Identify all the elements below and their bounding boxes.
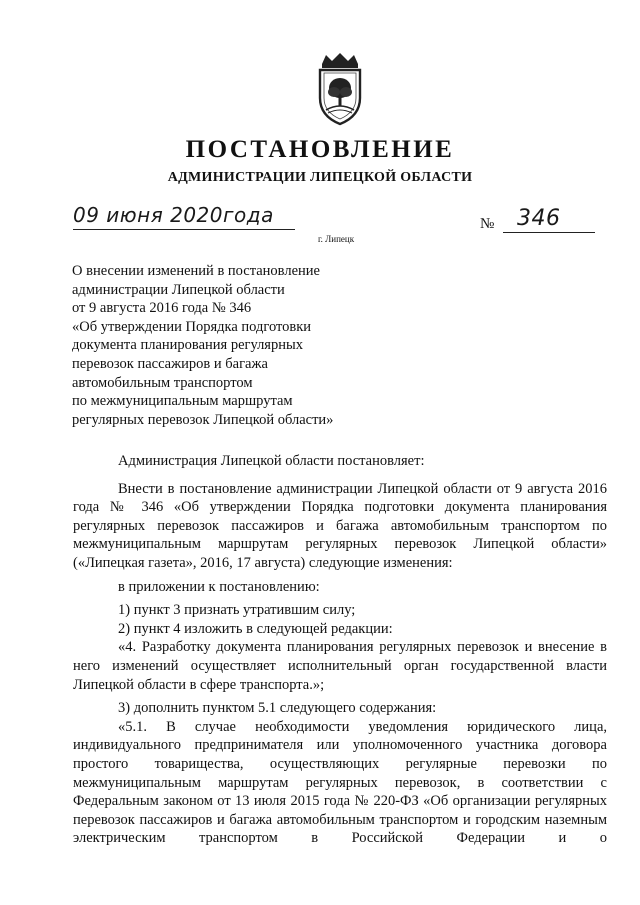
number-sign: № — [480, 216, 495, 232]
document-subtitle: АДМИНИСТРАЦИИ ЛИПЕЦКОЙ ОБЛАСТИ — [167, 170, 473, 185]
paragraph: 1) пункт 3 признать утратившим силу; — [118, 602, 356, 619]
subject-line: по межмуниципальным маршрутам — [72, 393, 293, 410]
subject-line: документа планирования регулярных — [72, 337, 303, 354]
intro-paragraph: Администрация Липецкой области постановляет: — [118, 453, 425, 469]
date-field — [73, 203, 295, 230]
paragraph: 3) дополнить пунктом 5.1 следующего содержания: — [118, 700, 437, 717]
subject-line: администрации Липецкой области — [72, 281, 285, 298]
subject-block — [72, 262, 372, 429]
paragraph: Внести в постановление администрации Липецкой области от 9 августа 2016 года № 346 «Об утверждении Порядка подготовки документа планирования регулярных перевозок пассажиров и багажа автомобильным транспортом по межмуниципальным маршрутам регулярных перевозок Липецкой области» («Липецкая газета», 2016, 17 августа) следующие изменения: — [73, 480, 607, 571]
subject-line: «Об утверждении Порядка подготовки — [72, 318, 312, 335]
subject-line: регулярных перевозок Липецкой области» — [72, 411, 334, 428]
document-title: ПОСТАНОВЛЕНИЕ — [185, 136, 455, 163]
subject-line: автомобильным транспортом — [72, 374, 253, 391]
subject-line: от 9 августа 2016 года № 346 — [72, 300, 252, 317]
handwritten-number: 346 — [517, 206, 561, 231]
subject-line: О внесении изменений в постановление — [72, 263, 320, 279]
lipetsk-coat-of-arms-icon — [312, 52, 368, 126]
place-label: г. Липецк — [318, 234, 355, 244]
document-body — [73, 452, 607, 848]
paragraph: «4. Разработку документа планирования регулярных перевозок и внесение в него изменений осуществляет исполнительный орган государственной власти Липецкой области в сфере транспорта.»; — [73, 639, 607, 693]
paragraph: «5.1. В случае необходимости уведомления юридического лица, индивидуального предпринимателя или уполномоченного участника договора простого товарищества, осуществляющих регулярные перевозки по межмуниципальным маршрутам регулярных перевозок, в соответствии с Федеральным законом от 13 июля 2015 года № 220-ФЗ «Об организации регулярных перевозок пассажиров и багажа автомобильным транспортом и городским наземным электрическим транспортом в Российской Федерации и о — [73, 718, 607, 847]
handwritten-date: 09 июня 2020года — [73, 203, 274, 227]
subject-line: перевозок пассажиров и багажа — [72, 355, 268, 372]
paragraph: 2) пункт 4 изложить в следующей редакции: — [118, 620, 393, 637]
number-field — [503, 208, 595, 233]
paragraph: в приложении к постановлению: — [118, 578, 320, 595]
